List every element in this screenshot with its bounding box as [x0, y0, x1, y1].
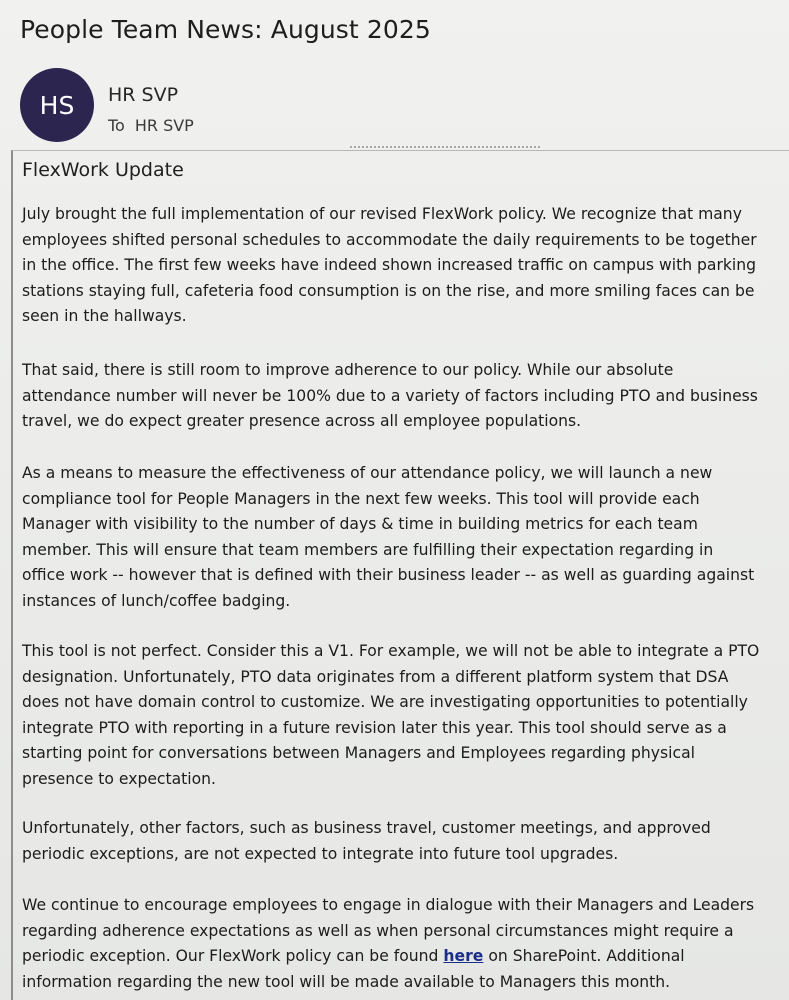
- paragraph-line: designation. Unfortunately, PTO data originates from a different platform system that DSA: [22, 667, 729, 686]
- paragraph-line: office work -- however that is defined with their business leader -- as well as guarding against: [22, 566, 755, 585]
- paragraph-text: periodic exception. Our FlexWork policy can be found: [22, 947, 444, 966]
- paragraph-line: Manager with visibility to the number of days & time in building metrics for each team: [22, 515, 698, 534]
- recipient-line: [108, 116, 194, 135]
- paragraph-line: Unfortunately, other factors, such as business travel, customer meetings, and approved: [22, 819, 711, 837]
- sender-avatar[interactable]: [20, 68, 94, 142]
- paragraph-line: regarding adherence expectations as well as when personal circumstances might require a: [22, 921, 734, 940]
- paragraph-line: As a means to measure the effectiveness of our attendance policy, we will launch a new: [22, 464, 713, 482]
- paragraph-line: starting point for conversations between Managers and Employees regarding physical: [22, 744, 695, 763]
- recipient-name[interactable]: HR SVP: [134, 116, 194, 135]
- paragraph-text: on SharePoint. Additional: [483, 947, 685, 966]
- decorative-smudge: [350, 146, 540, 154]
- paragraph-line: presence to expectation.: [22, 769, 217, 788]
- paragraph-4: [22, 639, 788, 793]
- paragraph-line: We continue to encourage employees to engage in dialogue with their Managers and Leaders: [22, 896, 755, 914]
- paragraph-5: [22, 816, 788, 867]
- paragraph-line: stations staying full, cafeteria food consumption is on the rise, and more smiling faces can be: [22, 281, 755, 300]
- paragraph-line: travel, we do expect greater presence across all employee populations.: [22, 412, 582, 431]
- paragraph-line: integrate PTO with reporting in a future revision later this year. This tool should serve as a: [22, 718, 727, 737]
- paragraph-line: This tool is not perfect. Consider this a V1. For example, we will not be able to integrate a PTO: [22, 642, 760, 660]
- paragraph-line: seen in the hallways.: [22, 307, 187, 326]
- email-subject: People Team News: August 2025: [20, 15, 431, 44]
- paragraph-line: compliance tool for People Managers in the next few weeks. This tool will provide each: [22, 489, 700, 508]
- to-label: To: [108, 116, 125, 135]
- paragraph-line: [22, 944, 788, 970]
- paragraph-line: That said, there is still room to improve adherence to our policy. While our absolute: [22, 361, 674, 379]
- flexwork-policy-link[interactable]: here: [443, 947, 484, 966]
- paragraph-line: employees shifted personal schedules to accommodate the daily requirements to be together: [22, 230, 757, 249]
- section-title: FlexWork Update: [22, 159, 184, 181]
- paragraph-3: [22, 461, 788, 615]
- paragraph-line: member. This will ensure that team members are fulfilling their expectation regarding in: [22, 540, 714, 559]
- paragraph-line: information regarding the new tool will be made available to Managers this month.: [22, 972, 671, 991]
- paragraph-2: [22, 358, 788, 435]
- paragraph-line: attendance number will never be 100% due to a variety of factors including PTO and business: [22, 386, 758, 405]
- sender-name[interactable]: HR SVP: [108, 84, 179, 106]
- paragraph-line: periodic exceptions, are not expected to integrate into future tool upgrades.: [22, 844, 619, 863]
- paragraph-line: July brought the full implementation of our revised FlexWork policy. We recognize that many: [22, 205, 742, 223]
- paragraph-line: does not have domain control to customize. We are investigating opportunities to potentially: [22, 693, 748, 712]
- paragraph-line: instances of lunch/coffee badging.: [22, 591, 291, 610]
- avatar-initials: HS: [39, 90, 75, 120]
- paragraph-1: [22, 202, 788, 330]
- paragraph-line: in the office. The first few weeks have indeed shown increased traffic on campus with parking: [22, 256, 757, 275]
- paragraph-6: [22, 893, 788, 995]
